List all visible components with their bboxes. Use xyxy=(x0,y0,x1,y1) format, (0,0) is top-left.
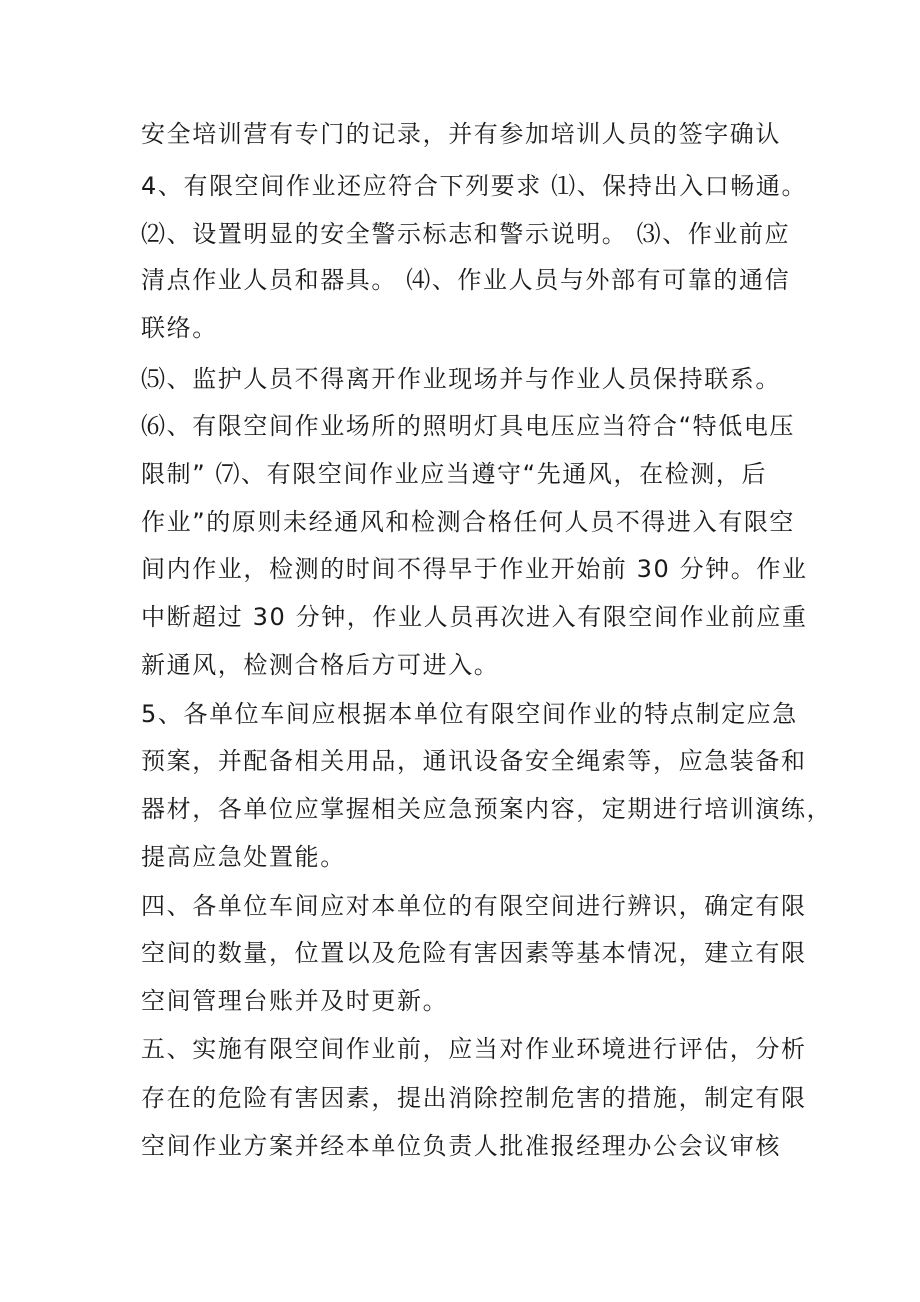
text-line: 空间管理台账并及时更新。 xyxy=(141,987,449,1015)
text-line: 器材，各单位应掌握相关应急预案内容，定期进行培训演练， xyxy=(141,795,833,823)
text-line: 间内作业，检测的时间不得早于作业开始前 30 分钟。作业 xyxy=(141,555,808,583)
text-line: 五、实施有限空间作业前，应当对作业环境进行评估，分析 xyxy=(141,1035,807,1063)
text-line: 空间作业方案并经本单位负责人批准报经理办公会议审核 xyxy=(141,1132,781,1160)
text-line: 新通风，检测合格后方可进入。 xyxy=(141,651,500,679)
text-line: 5、各单位车间应根据本单位有限空间作业的特点制定应急 xyxy=(141,700,798,728)
text-line: ⑵、设置明显的安全警示标志和警示说明。 ⑶、作业前应 xyxy=(141,220,791,248)
text-line: 空间的数量，位置以及危险有害因素等基本情况，建立有限 xyxy=(141,939,807,967)
text-line: 预案，并配备相关用品，通讯设备安全绳索等，应急装备和 xyxy=(141,747,807,775)
text-line: 提高应急处置能。 xyxy=(141,843,346,871)
text-line: 四、各单位车间应对本单位的有限空间进行辨识，确定有限 xyxy=(141,892,807,920)
text-line: ⑸、监护人员不得离开作业现场并与作业人员保持联系。 xyxy=(141,365,781,393)
text-line: 安全培训营有专门的记录，并有参加培训人员的签字确认 xyxy=(141,120,781,148)
text-line: 作业”的原则未经通风和检测合格任何人员不得进入有限空 xyxy=(141,508,796,536)
text-line: 4、有限空间作业还应符合下列要求 ⑴、保持出入口畅通。 xyxy=(141,172,808,200)
text-line: 清点作业人员和器具。 ⑷、作业人员与外部有可靠的通信 xyxy=(141,266,791,294)
text-line: 限制” ⑺、有限空间作业应当遵守“先通风，在检测，后 xyxy=(141,460,768,488)
text-line: 联络。 xyxy=(141,314,218,342)
text-line: 中断超过 30 分钟，作业人员再次进入有限空间作业前应重 xyxy=(141,603,808,631)
text-line: 存在的危险有害因素，提出消除控制危害的措施，制定有限 xyxy=(141,1084,807,1112)
text-line: ⑹、有限空间作业场所的照明灯具电压应当符合“特低电压 xyxy=(141,412,796,440)
